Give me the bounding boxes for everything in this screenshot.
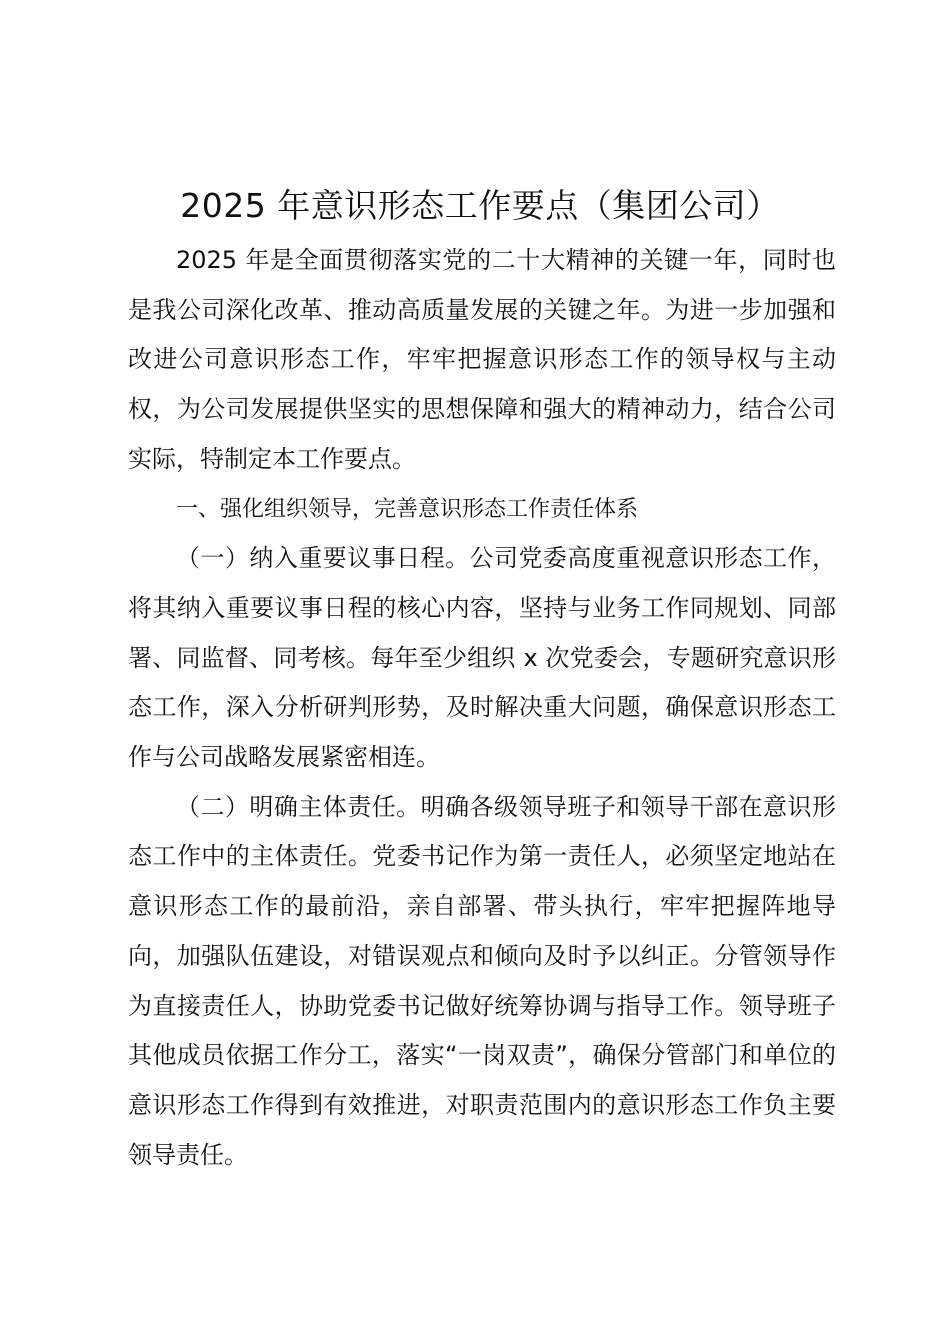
intro-paragraph: 2025 年是全面贯彻落实党的二十大精神的关键一年，同时也是我公司深化改革、推动高质量发展的关键之年。为进一步加强和改进公司意识形态工作，牢牢把握意识形态工作的领导权与主动权，为公司发展提供坚实的思想保障和强大的精神动力，结合公司实际，特制定本工作要点。 — [128, 246, 836, 473]
document-body — [128, 236, 836, 1180]
document-title: 2025 年意识形态工作要点（集团公司） — [180, 186, 780, 225]
section-heading-1: 一、强化组织领导，完善意识形态工作责任体系 — [176, 496, 639, 522]
subsection-paragraph-2: （二）明确主体责任。明确各级领导班子和领导干部在意识形态工作中的主体责任。党委书记作为第一责任人，必须坚定地站在意识形态工作的最前沿，亲自部署、带头执行，牢牢把握阵地导向，加强队伍建设，对错误观点和倾向及时予以纠正。分管领导作为直接责任人，协助党委书记做好统筹协调与指导工作。领导班子其他成员依据工作分工，落实“一岗双责”，确保分管部门和单位的意识形态工作得到有效推进，对职责范围内的意识形态工作负主要领导责任。 — [128, 792, 836, 1169]
subsection-paragraph-1: （一）纳入重要议事日程。公司党委高度重视意识形态工作，将其纳入重要议事日程的核心内容，坚持与业务工作同规划、同部署、同监督、同考核。每年至少组织 x 次党委会，专题研究意识形态工作，深入分析研判形势，及时解决重大问题，确保意识形态工作与公司战略发展紧密相连。 — [128, 544, 836, 772]
